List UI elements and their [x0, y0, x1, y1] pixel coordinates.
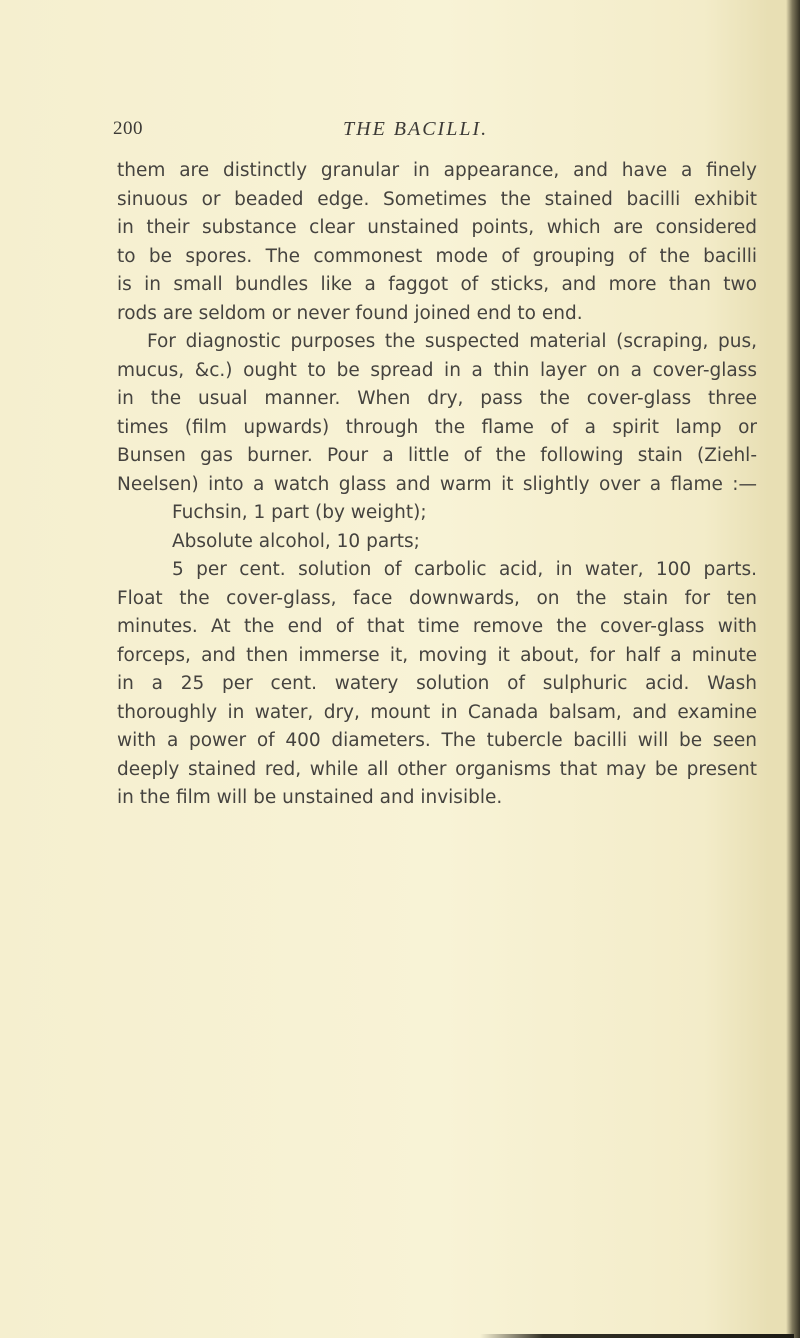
text-line: deeply stained red, while all other organisms that may be present	[117, 758, 757, 780]
text-line: forceps, and then immerse it, moving it about, for half a minute	[117, 644, 757, 666]
text-line: Bunsen gas burner. Pour a little of the following stain (Ziehl-	[117, 445, 757, 466]
recipe-line: 5 per cent. solution of carbolic acid, in water, 100 parts.	[172, 559, 757, 580]
text-line: Float the cover-glass, face downwards, on the stain for ten	[117, 587, 757, 609]
text-line: to be spores. The commonest mode of grouping of the bacilli	[117, 245, 757, 267]
text-line: in a 25 per cent. watery solution of sulphuric acid. Wash	[117, 673, 757, 694]
page-header	[113, 118, 753, 144]
running-title: THE BACILLI.	[343, 118, 489, 140]
text-line: sinuous or beaded edge. Sometimes the stained bacilli exhibit	[117, 188, 757, 210]
page-number: 200	[113, 118, 143, 139]
text-line: For diagnostic purposes the suspected material (scraping, pus,	[147, 331, 757, 352]
text-line: Neelsen) into a watch glass and warm it slightly over a flame :—	[117, 473, 757, 495]
text-line: minutes. At the end of that time remove the cover-glass with	[117, 616, 757, 637]
text-line: rods are seldom or never found joined end to end.	[117, 302, 583, 324]
text-line: thoroughly in water, dry, mount in Canada balsam, and examine	[117, 701, 757, 723]
text-line: is in small bundles like a faggot of sticks, and more than two	[117, 274, 757, 295]
text-line: them are distinctly granular in appearance, and have a finely	[117, 160, 757, 181]
recipe-line: Fuchsin, 1 part (by weight);	[172, 502, 427, 523]
text-line: times (film upwards) through the flame of a spirit lamp or	[117, 416, 757, 438]
recipe-line: Absolute alcohol, 10 parts;	[172, 530, 420, 552]
text-line: in the film will be unstained and invisible.	[117, 787, 503, 808]
page-bottom-edge	[480, 1334, 794, 1338]
text-line: with a power of 400 diameters. The tubercle bacilli will be seen	[117, 730, 757, 751]
text-line: mucus, &c.) ought to be spread in a thin layer on a cover-glass	[117, 359, 757, 381]
body-text	[117, 157, 757, 813]
text-line: in the usual manner. When dry, pass the cover-glass three	[117, 388, 757, 409]
text-line: in their substance clear unstained points, which are considered	[117, 217, 757, 238]
page-edge-shadow	[786, 0, 800, 1338]
